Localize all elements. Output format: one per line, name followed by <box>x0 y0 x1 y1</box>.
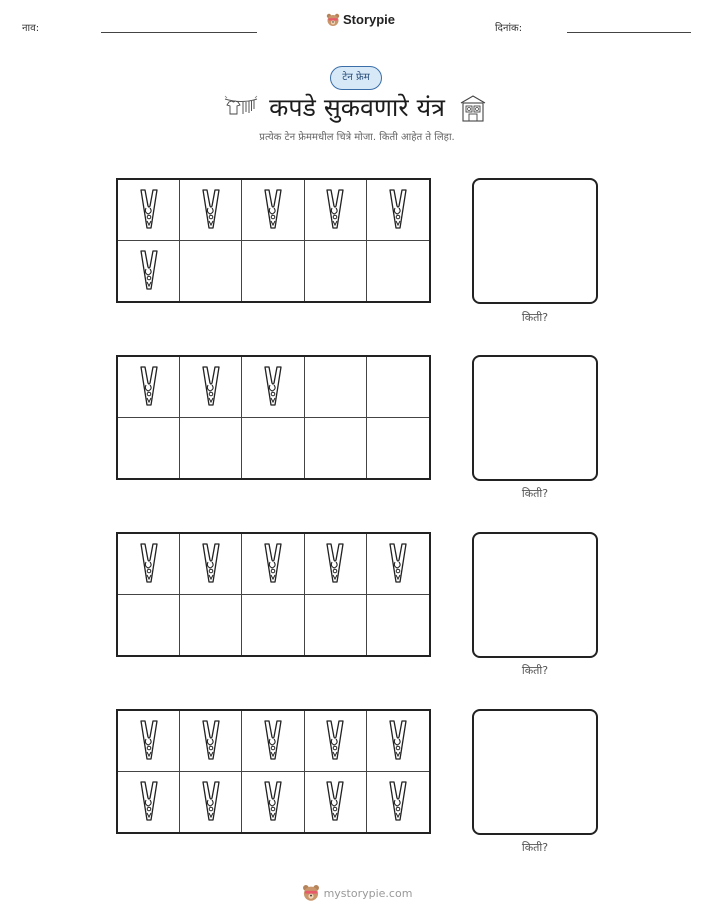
ten-frame-cell <box>180 772 242 833</box>
topic-badge: टेन फ्रेम <box>330 66 382 90</box>
bear-icon <box>302 884 320 902</box>
ten-frame-cell <box>242 418 304 479</box>
ten-frame-cell <box>118 772 180 833</box>
clothespin-icon <box>138 365 160 409</box>
ten-frame-cell <box>180 418 242 479</box>
clothespin-icon <box>262 542 284 586</box>
ten-frame-cell <box>180 180 242 241</box>
ten-frame-cell <box>305 180 367 241</box>
ten-frame-cell <box>367 772 429 833</box>
ten-frame-cell <box>305 534 367 595</box>
ten-frame-cell <box>367 595 429 656</box>
name-field[interactable] <box>101 32 257 33</box>
date-field[interactable] <box>567 32 691 33</box>
ten-frame-cell <box>367 241 429 302</box>
ten-frame-cell <box>305 241 367 302</box>
clothespin-icon <box>262 719 284 763</box>
ten-frame-cell <box>118 711 180 772</box>
ten-frame-cell <box>118 241 180 302</box>
instructions: प्रत्येक टेन फ्रेममधील चित्रे मोजा. किती आहेत ते लिहा. <box>259 132 455 143</box>
name-label: नाव: <box>22 23 40 34</box>
ten-frame-4 <box>116 709 431 834</box>
ten-frame-cell <box>367 180 429 241</box>
date-label: दिनांक: <box>495 23 523 34</box>
ten-frame-cell <box>242 595 304 656</box>
ten-frame-cell <box>367 357 429 418</box>
ten-frame-cell <box>242 357 304 418</box>
ten-frame-cell <box>180 595 242 656</box>
ten-frame-cell <box>305 711 367 772</box>
clothespin-icon <box>138 719 160 763</box>
answer-box-1[interactable] <box>472 178 598 304</box>
ten-frame-cell <box>305 418 367 479</box>
clothespin-icon <box>200 780 222 824</box>
ten-frame-cell <box>242 534 304 595</box>
footer <box>0 884 714 902</box>
ten-frame-cell <box>118 180 180 241</box>
clothespin-icon <box>387 780 409 824</box>
clothespin-icon <box>138 249 160 293</box>
ten-frame-cell <box>367 711 429 772</box>
clothespin-icon <box>138 188 160 232</box>
ten-frame-cell <box>367 534 429 595</box>
answer-label-4: किती? <box>521 841 549 854</box>
clothespin-icon <box>200 365 222 409</box>
answer-label-1: किती? <box>521 311 549 324</box>
clothespin-icon <box>200 719 222 763</box>
clothespin-icon <box>200 542 222 586</box>
ten-frame-cell <box>118 357 180 418</box>
clothespin-icon <box>387 719 409 763</box>
clothespin-icon <box>262 365 284 409</box>
footer-url[interactable]: mystorypie.com <box>323 886 413 900</box>
clothespin-icon <box>387 542 409 586</box>
clothespin-icon <box>138 542 160 586</box>
clothespin-icon <box>324 542 346 586</box>
ten-frame-cell <box>242 711 304 772</box>
ten-frame-cell <box>118 418 180 479</box>
storypie-logo <box>326 12 395 27</box>
worksheet-title: कपडे सुकवणारे यंत्र <box>269 93 445 122</box>
clothespin-icon <box>324 719 346 763</box>
ten-frame-cell <box>180 711 242 772</box>
clothespin-icon <box>324 780 346 824</box>
clothespin-icon <box>324 188 346 232</box>
clothespin-icon <box>262 188 284 232</box>
answer-box-3[interactable] <box>472 532 598 658</box>
clothespin-icon <box>262 780 284 824</box>
answer-box-4[interactable] <box>472 709 598 835</box>
ten-frame-cell <box>242 772 304 833</box>
brand-name: Storypie <box>343 12 396 27</box>
ten-frame-cell <box>305 595 367 656</box>
ten-frame-2 <box>116 355 431 480</box>
clothespin-icon <box>200 188 222 232</box>
answer-box-2[interactable] <box>472 355 598 481</box>
ten-frame-cell <box>180 534 242 595</box>
ten-frame-cell <box>118 534 180 595</box>
answer-label-3: किती? <box>521 664 549 677</box>
ten-frame-cell <box>305 357 367 418</box>
ten-frame-cell <box>242 241 304 302</box>
laundromat-icon <box>458 93 488 123</box>
bear-icon <box>326 13 340 27</box>
ten-frame-1 <box>116 178 431 303</box>
answer-label-2: किती? <box>521 487 549 500</box>
ten-frame-cell <box>305 772 367 833</box>
ten-frame-cell <box>180 241 242 302</box>
ten-frame-cell <box>242 180 304 241</box>
ten-frame-cell <box>180 357 242 418</box>
clothespin-icon <box>138 780 160 824</box>
ten-frame-cell <box>118 595 180 656</box>
ten-frame-cell <box>367 418 429 479</box>
clothespin-icon <box>387 188 409 232</box>
ten-frame-3 <box>116 532 431 657</box>
